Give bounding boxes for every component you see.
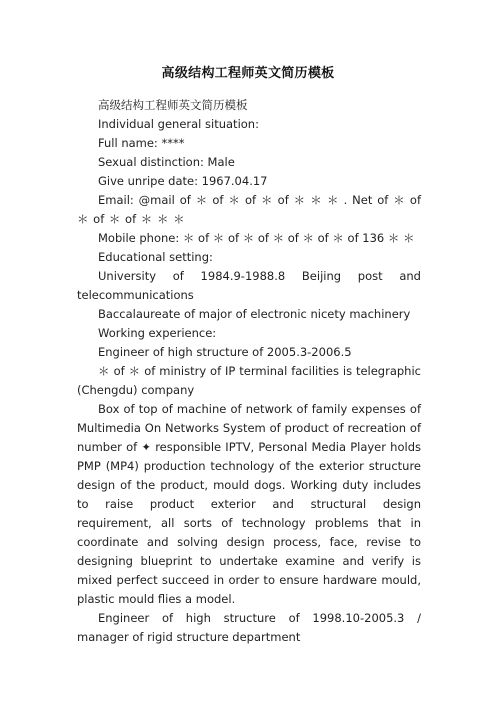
paragraph-company-1: ＊ of ＊ of ministry of IP terminal facilities is telegraphic (Chengdu) company [77,364,421,397]
paragraph-section-general: Individual general situation: [98,117,259,131]
paragraph-section-education: Educational setting: [98,250,213,264]
paragraph-section-work: Working experience: [98,326,217,340]
paragraph-birth-date: Give unripe date: 1967.04.17 [98,174,268,188]
document-title: 高级结构工程师英文简历模板 [161,66,335,81]
paragraph-job-2: Engineer of high structure of 1998.10-2005.3 / manager of rigid structure department [77,611,421,644]
paragraph-full-name: Full name: **** [98,136,185,150]
paragraph-email: Email: @mail of ＊ of ＊ of ＊ of ＊ ＊ ＊ . Net of ＊ of ＊ of ＊ of ＊ ＊ ＊ [77,193,421,226]
document-body [77,96,421,647]
paragraph-sex: Sexual distinction: Male [98,155,235,169]
paragraph-university: University of 1984.9-1988.8 Beijing post and telecommunications [77,269,421,302]
paragraph-major: Baccalaureate of major of electronic nicety machinery [98,307,411,321]
paragraph-job-1: Engineer of high structure of 2005.3-2006.5 [98,345,352,359]
paragraph-duties-1: Box of top of machine of network of family expenses of Multimedia On Networks System of product of recreation of number of ✦ responsible IPTV, Personal Media Player holds PMP (MP4) production technology of the exterior structure design of the product, mould dogs. Working duty includes to raise product exterior and structural design requirement, all sorts of technology problems that in coordinate and solving design process, face, revise to designing blueprint to undertake examine and verify is mixed perfect succeed in order to ensure hardware mould, plastic mould flies a model. [77,402,421,606]
paragraph-subtitle: 高级结构工程师英文简历模板 [98,98,248,112]
paragraph-mobile: Mobile phone: ＊ of ＊ of ＊ of ＊ of ＊ of ＊ of 136 ＊ ＊ [98,231,415,245]
